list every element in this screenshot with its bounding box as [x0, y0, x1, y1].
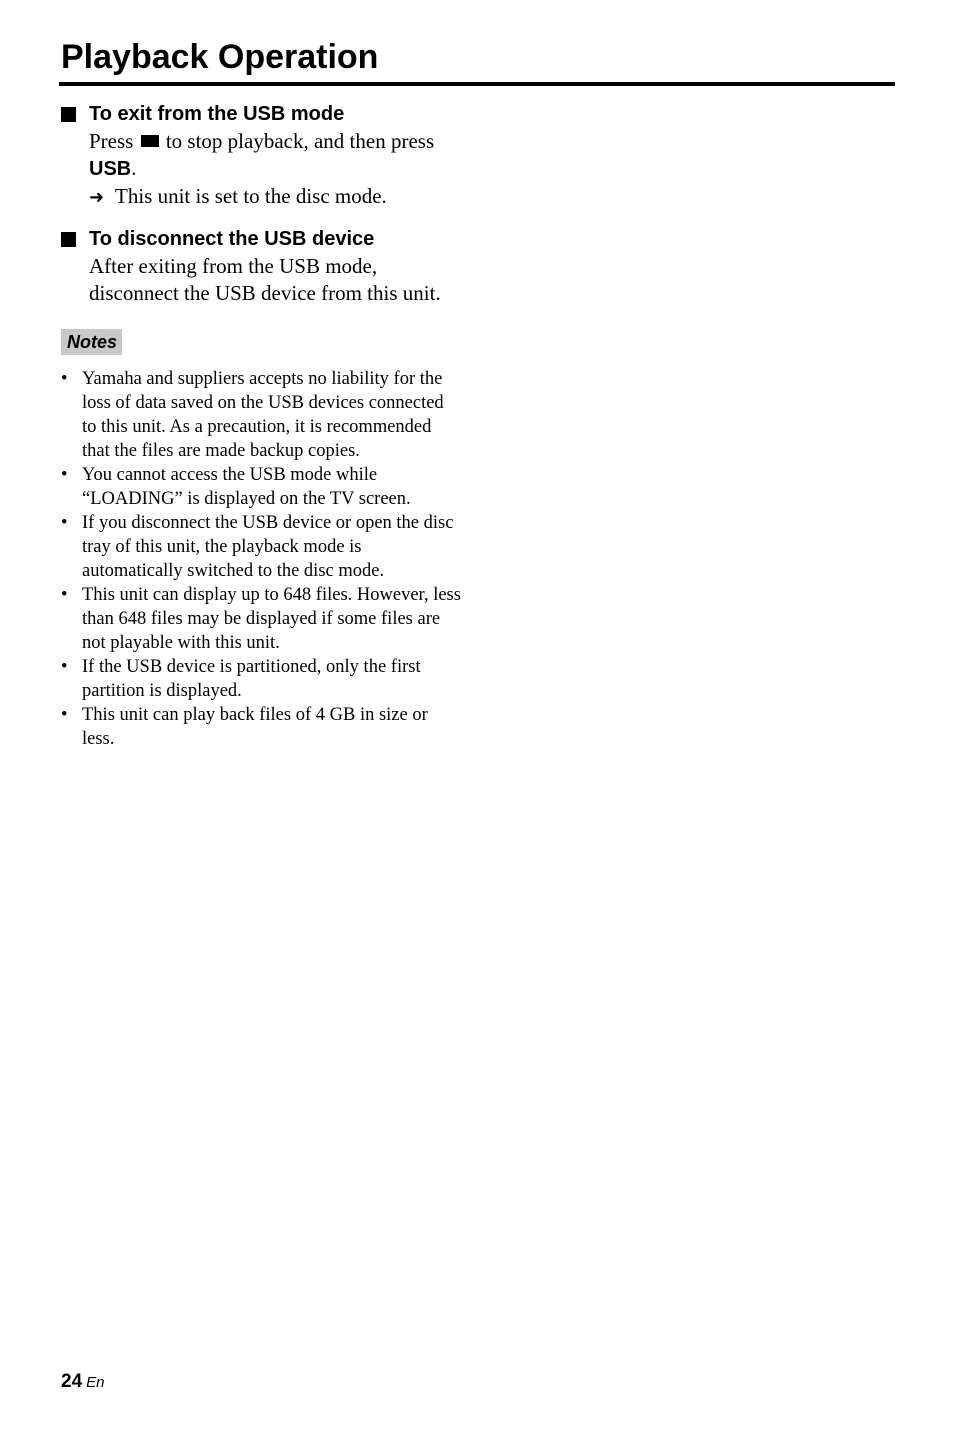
- section-body: [89, 128, 461, 211]
- section-heading-text: To exit from the USB mode: [89, 103, 345, 125]
- note-item: • You cannot access the USB mode while “LOADING” is displayed on the TV screen.: [61, 463, 461, 511]
- note-item: • If you disconnect the USB device or open the disc tray of this unit, the playback mode is automatically switched to the disc mode.: [61, 511, 461, 583]
- title-rule: [59, 82, 895, 86]
- note-item: • Yamaha and suppliers accepts no liability for the loss of data saved on the USB devices connected to this unit. As a precaution, it is recommended that the files are made backup copies.: [61, 367, 461, 463]
- page-title: Playback Operation: [61, 38, 379, 76]
- notes-list: [61, 367, 461, 751]
- notes-label: Notes: [61, 329, 122, 355]
- stop-icon: [141, 135, 159, 147]
- note-item: • This unit can display up to 648 files. However, less than 648 files may be displayed if some files are not playable with this unit.: [61, 583, 461, 655]
- main-column: [61, 100, 461, 751]
- note-item: • If the USB device is partitioned, only the first partition is displayed.: [61, 655, 461, 703]
- page-footer: [61, 1369, 105, 1396]
- square-bullet-icon: [61, 107, 76, 122]
- arrow-right-icon: ➜: [89, 187, 105, 208]
- result-line: [89, 183, 461, 211]
- instruction-press: Press: [89, 129, 134, 153]
- instruction-end: .: [131, 156, 137, 180]
- section-heading-text: To disconnect the USB device: [89, 228, 375, 250]
- result-text: This unit is set to the disc mode.: [115, 184, 387, 208]
- note-item: • This unit can play back files of 4 GB in size or less.: [61, 703, 461, 751]
- section-body-text: After exiting from the USB mode, disconnect the USB device from this unit.: [89, 254, 441, 305]
- section-body: [89, 253, 461, 307]
- usb-key-label: USB: [89, 158, 132, 180]
- instruction-middle: to stop playback, and then press: [160, 129, 435, 153]
- language-code: En: [86, 1374, 105, 1391]
- page-number: 24: [61, 1371, 83, 1392]
- section-heading: [61, 225, 461, 253]
- section-heading: [61, 100, 461, 128]
- instruction-text: [89, 128, 461, 183]
- square-bullet-icon: [61, 232, 76, 247]
- section-exit-usb-mode: [61, 100, 461, 211]
- section-disconnect-usb-device: [61, 225, 461, 307]
